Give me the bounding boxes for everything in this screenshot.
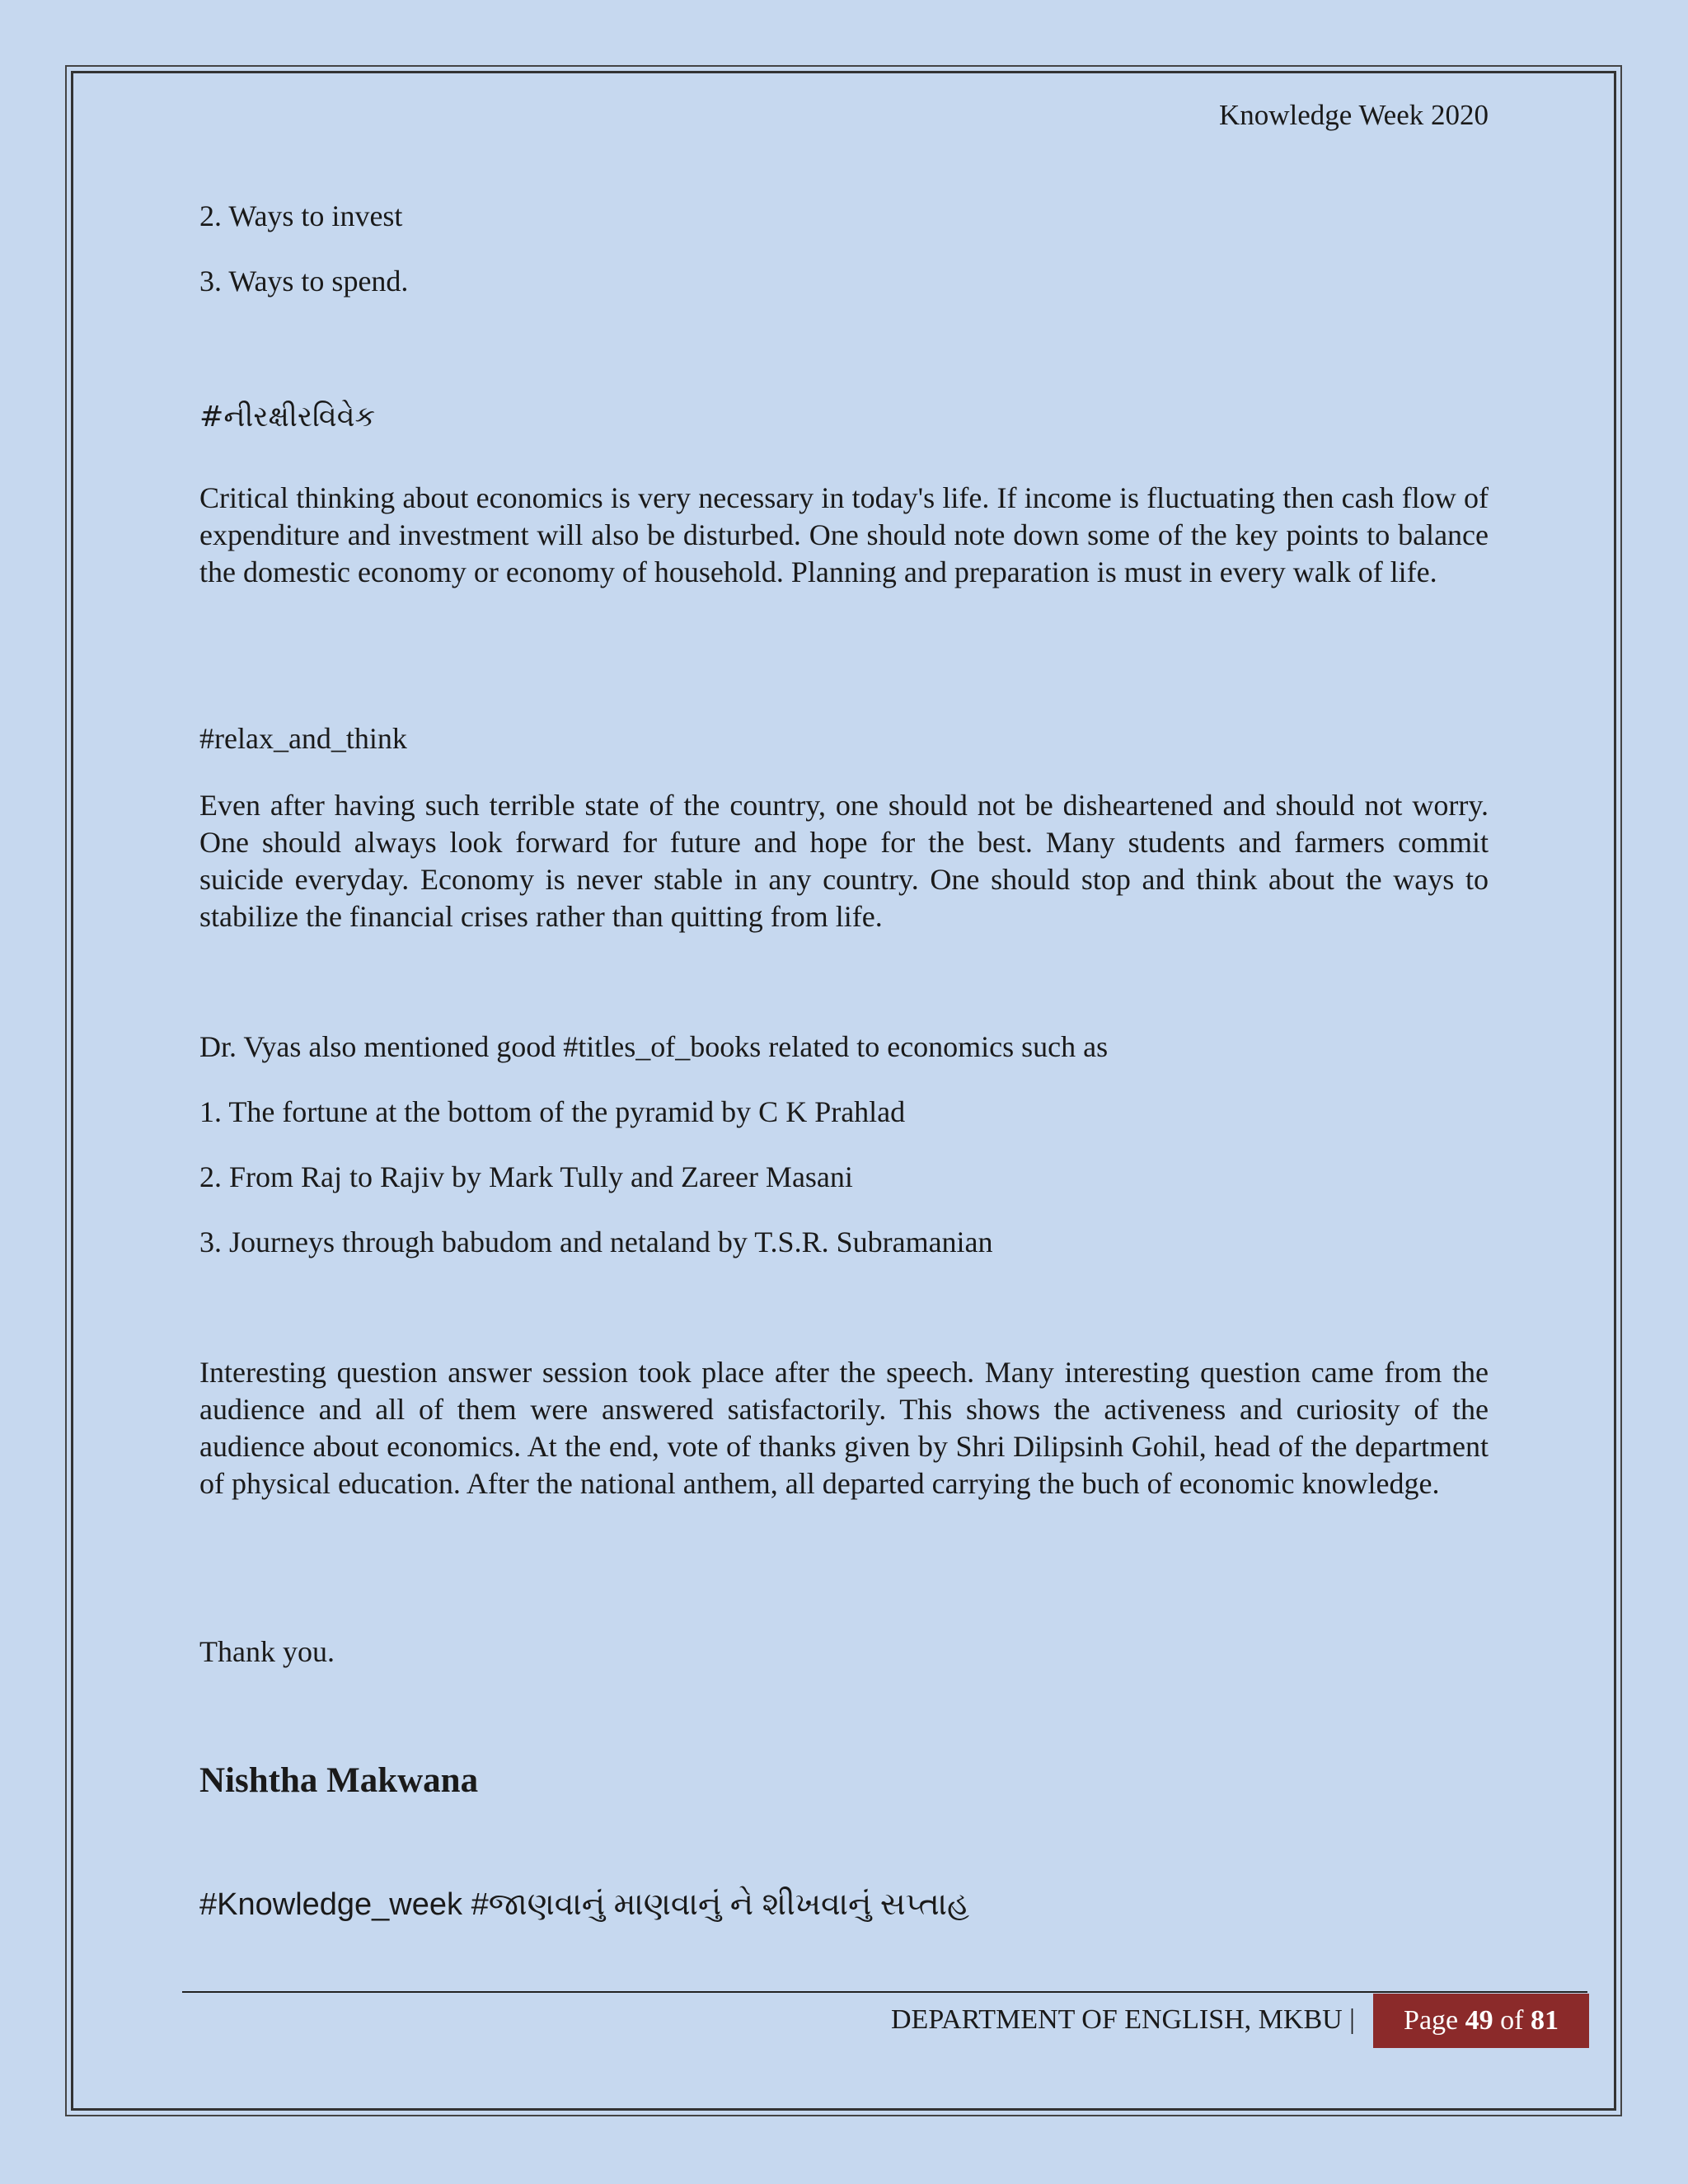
page-total: 81 [1530, 2005, 1559, 2036]
section-hashtag: #relax_and_think [199, 722, 407, 755]
page-border-inner [71, 71, 1616, 2111]
list-item: 3. Ways to spend. [199, 265, 409, 298]
page-label: Page [1404, 2005, 1459, 2036]
closing-paragraph: Interesting question answer session took place after the speech. Many interesting question came from the audience and all of them were answered satisfactorily. This shows the activeness and curiosity of the audience about economics. At the end, vote of thanks given by Shri Dilipsinh Gohil, head of the department of physical education. After the national anthem, all departed carrying the buch of economic knowledge. [199, 1356, 1489, 1500]
thanks-line: Thank you. [199, 1635, 335, 1668]
author-name: Nishtha Makwana [199, 1761, 479, 1800]
page-number-badge [1373, 1994, 1589, 2048]
tagline-hashtags: #Knowledge_week #જાણવાનું માણવાનું ને શીખવાનું સપ્તાહ [199, 1887, 970, 1922]
section-paragraph: Critical thinking about economics is very necessary in today's life. If income is fluctuating then cash flow of expenditure and investment will also be disturbed. One should note down some of the key points to balance the domestic economy or economy of household. Planning and preparation is must in every walk of life. [199, 481, 1489, 588]
running-header: Knowledge Week 2020 [1218, 99, 1489, 131]
list-item: 2. Ways to invest [199, 199, 403, 232]
footer-divider [182, 1991, 1587, 1993]
section-paragraph: Even after having such terrible state of the country, one should not be disheartened and should not worry. One should always look forward for future and hope for the best. Many students and farmers commit suicide everyday. Economy is never stable in any country. One should stop and think about the ways to stabilize the financial crises rather than quitting from life. [199, 789, 1489, 933]
footer-department: DEPARTMENT OF ENGLISH, MKBU | [891, 2004, 1355, 2035]
book-item: 1. The fortune at the bottom of the pyramid by C K Prahlad [199, 1095, 906, 1128]
book-item: 2. From Raj to Rajiv by Mark Tully and Zareer Masani [199, 1160, 853, 1193]
book-item: 3. Journeys through babudom and netaland by T.S.R. Subramanian [199, 1226, 993, 1258]
page-number: 49 [1465, 2005, 1493, 2036]
books-intro: Dr. Vyas also mentioned good #titles_of_books related to economics such as [199, 1030, 1109, 1063]
section-hashtag: #નીરક્ષીરવિવેક [199, 401, 376, 434]
page-of: of [1500, 2005, 1524, 2036]
